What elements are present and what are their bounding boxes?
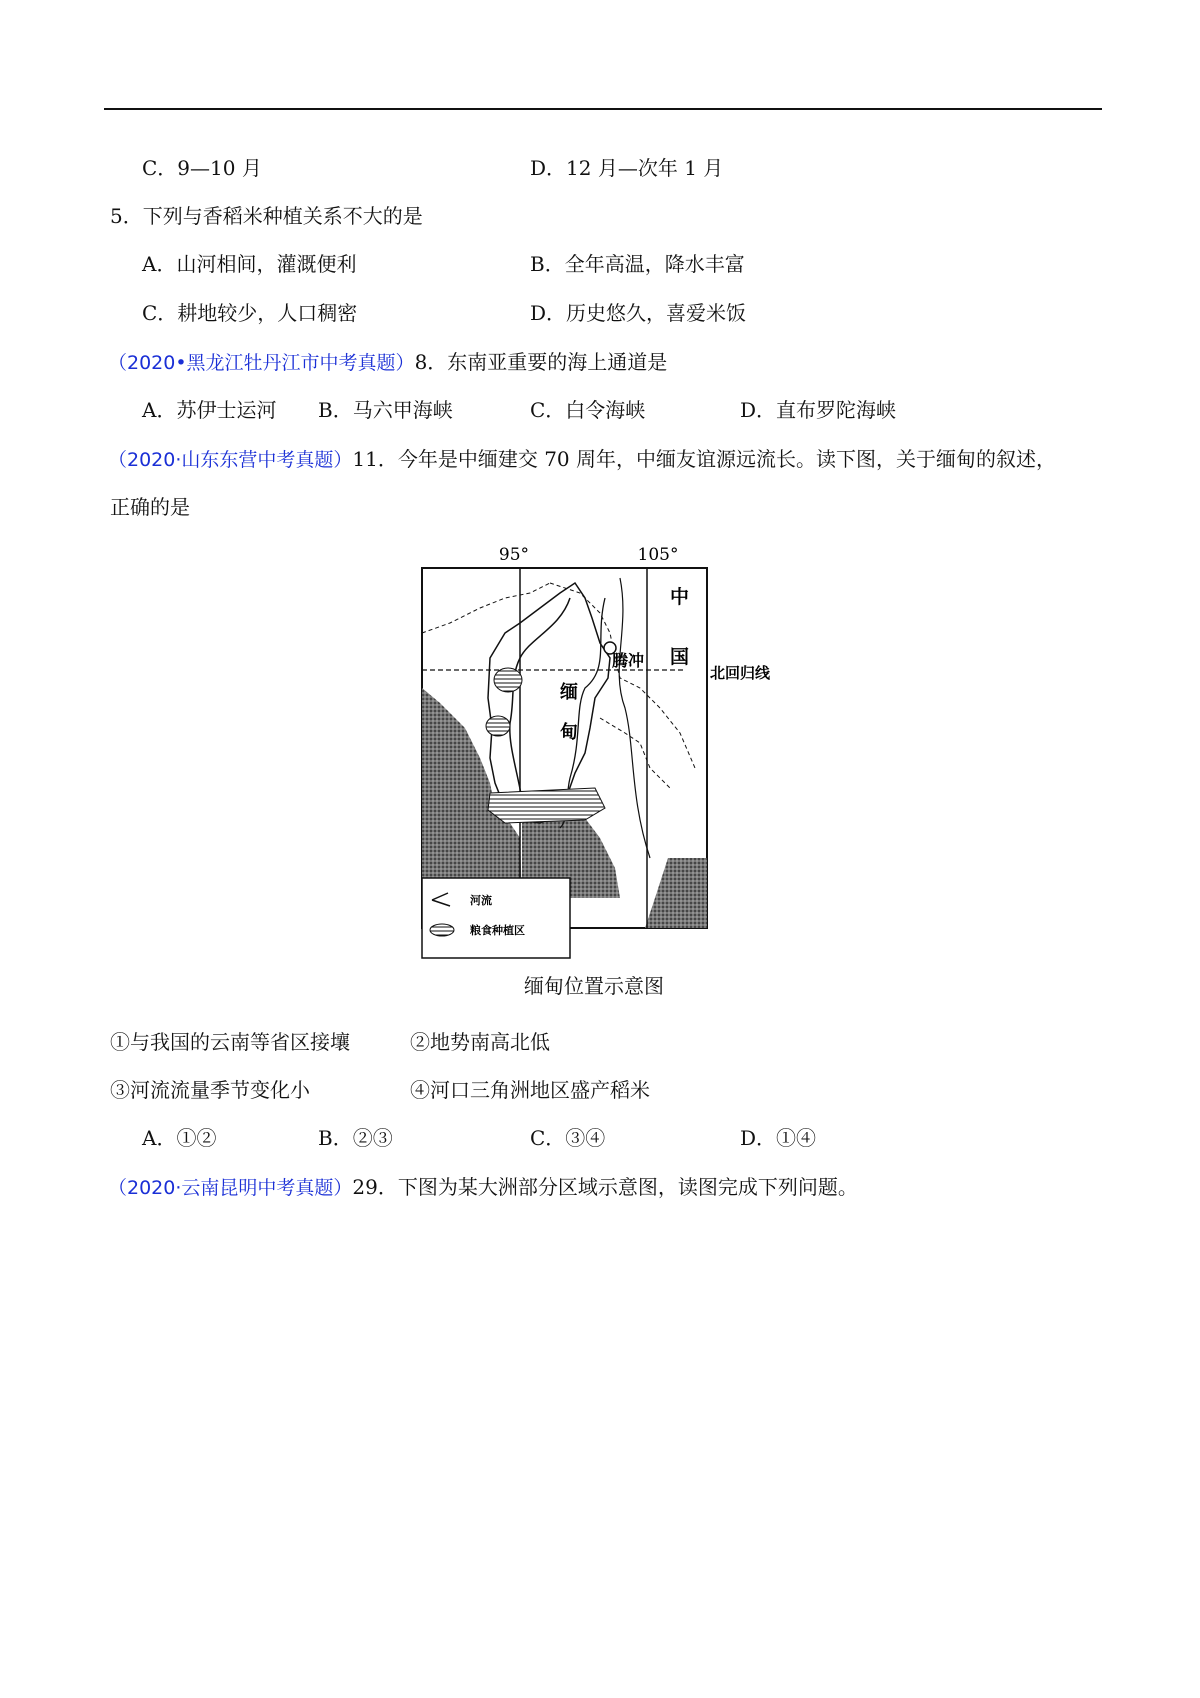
q11-option-a: A．①② <box>142 1126 217 1150</box>
q4-option-d: D．12 月—次年 1 月 <box>530 156 724 180</box>
q11-option-d: D．①④ <box>740 1126 817 1150</box>
myanmar-map <box>410 538 771 958</box>
grain-area-north <box>494 668 522 692</box>
q11-line <box>108 446 1056 473</box>
q5-option-b: B．全年高温，降水丰富 <box>530 252 745 276</box>
map-caption: 缅甸位置示意图 <box>524 974 664 998</box>
header-rule <box>104 108 1102 110</box>
myanmar-label-2: 甸 <box>560 722 578 743</box>
q29-stem: 29．下图为某大洲部分区域示意图，读图完成下列问题。 <box>352 1175 858 1199</box>
q11-statement-1: ①与我国的云南等省区接壤 <box>110 1030 350 1054</box>
q5-stem: 5．下列与香稻米种植关系不大的是 <box>110 204 423 228</box>
tengchong-label: 腾冲 <box>612 651 645 670</box>
china-label-1: 中 <box>670 586 690 608</box>
q11-option-c: C．③④ <box>530 1126 606 1150</box>
legend-grain-label: 粮食种植区 <box>470 924 525 937</box>
grain-area-delta <box>488 788 605 823</box>
q11-source: （2020·山东东营中考真题） <box>108 449 353 471</box>
q5-option-c: C．耕地较少，人口稠密 <box>142 301 358 325</box>
q8-option-b: B．马六甲海峡 <box>318 398 453 422</box>
q8-line <box>108 349 667 376</box>
q11-statement-2: ②地势南高北低 <box>410 1030 550 1054</box>
q5-option-d: D．历史悠久，喜爱米饭 <box>530 301 747 325</box>
q8-source: （2020•黑龙江牡丹江市中考真题） <box>108 352 415 374</box>
legend-grain-icon <box>430 924 454 936</box>
lon-105-label: 105° <box>637 545 679 565</box>
china-label-2: 国 <box>670 646 690 668</box>
tropic-label: 北回归线 <box>710 664 771 682</box>
q29-line <box>108 1174 858 1201</box>
q8-option-c: C．白令海峡 <box>530 398 646 422</box>
q5-option-a: A．山河相间，灌溉便利 <box>142 252 357 276</box>
q11-option-b: B．②③ <box>318 1126 393 1150</box>
legend-river-label: 河流 <box>470 894 492 907</box>
q8-stem: 8．东南亚重要的海上通道是 <box>414 350 668 374</box>
q11-stem: 11．今年是中缅建交 70 周年，中缅友谊源远流长。读下图，关于缅甸的叙述， <box>352 447 1057 471</box>
q11-stem-cont: 正确的是 <box>110 495 190 519</box>
myanmar-label-1: 缅 <box>560 682 578 703</box>
grain-area-mid <box>486 716 510 736</box>
q29-source: （2020·云南昆明中考真题） <box>108 1177 353 1199</box>
map-legend <box>422 878 570 958</box>
q11-statement-4: ④河口三角洲地区盛产稻米 <box>410 1078 650 1102</box>
q4-option-c: C．9—10 月 <box>142 156 262 180</box>
lon-95-label: 95° <box>498 545 530 565</box>
q11-statement-3: ③河流流量季节变化小 <box>110 1078 310 1102</box>
q8-option-a: A．苏伊士运河 <box>142 398 277 422</box>
q8-option-d: D．直布罗陀海峡 <box>740 398 897 422</box>
